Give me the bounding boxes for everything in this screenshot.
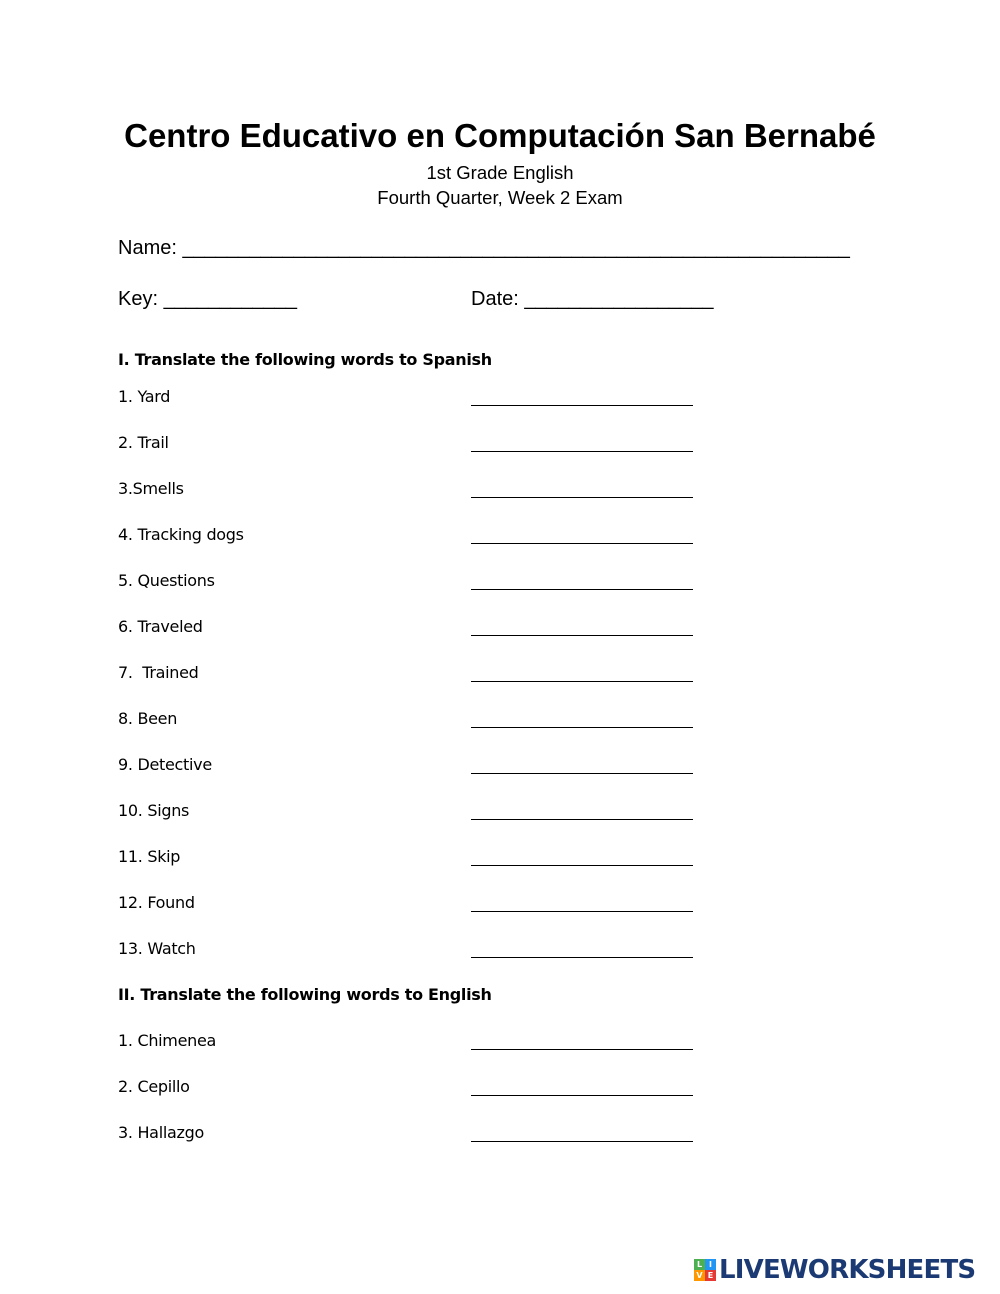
name-field[interactable]: Name: ____________________________________________________________ <box>118 237 850 259</box>
page-subtitle-exam: Fourth Quarter, Week 2 Exam <box>377 187 623 208</box>
answer-field[interactable] <box>471 1141 693 1142</box>
answer-field[interactable] <box>471 1049 693 1050</box>
answer-field[interactable] <box>471 819 693 820</box>
list-item: 4. Tracking dogs <box>118 525 244 544</box>
list-item: 2. Cepillo <box>118 1077 190 1096</box>
answer-field[interactable] <box>471 865 693 866</box>
list-item: 9. Detective <box>118 755 212 774</box>
list-item: 1. Yard <box>118 387 171 406</box>
list-item: 3.Smells <box>118 479 184 498</box>
page-title: Centro Educativo en Computación San Bernabé <box>124 117 876 154</box>
date-field[interactable]: Date: _________________ <box>471 288 714 310</box>
logo-icon-tile: E <box>705 1270 716 1281</box>
answer-field[interactable] <box>471 773 693 774</box>
list-item: 6. Traveled <box>118 617 203 636</box>
list-item: 1. Chimenea <box>118 1031 217 1050</box>
list-item: 10. Signs <box>118 801 190 820</box>
liveworksheets-logo-icon <box>694 1259 716 1281</box>
logo-icon-tile: V <box>694 1270 705 1281</box>
list-item: 3. Hallazgo <box>118 1123 204 1142</box>
logo-icon-tile: I <box>705 1259 716 1270</box>
list-item: 13. Watch <box>118 939 196 958</box>
answer-field[interactable] <box>471 957 693 958</box>
list-item: 7. Trained <box>118 663 199 682</box>
page-subtitle-grade: 1st Grade English <box>426 162 574 183</box>
answer-field[interactable] <box>471 589 693 590</box>
list-item: 2. Trail <box>118 433 169 452</box>
section-1-heading: I. Translate the following words to Spanish <box>118 350 492 369</box>
answer-field[interactable] <box>471 405 693 406</box>
answer-field[interactable] <box>471 727 693 728</box>
answer-field[interactable] <box>471 497 693 498</box>
list-item: 8. Been <box>118 709 178 728</box>
logo-text: LIVEWORKSHEETS <box>719 1255 976 1285</box>
logo-icon-tile: L <box>694 1259 705 1270</box>
list-item: 5. Questions <box>118 571 215 590</box>
answer-field[interactable] <box>471 911 693 912</box>
answer-field[interactable] <box>471 543 693 544</box>
answer-field[interactable] <box>471 1095 693 1096</box>
list-item: 12. Found <box>118 893 195 912</box>
section-2-heading: II. Translate the following words to English <box>118 985 492 1004</box>
answer-field[interactable] <box>471 451 693 452</box>
key-field[interactable]: Key: ____________ <box>118 288 298 310</box>
answer-field[interactable] <box>471 681 693 682</box>
list-item: 11. Skip <box>118 847 181 866</box>
answer-field[interactable] <box>471 635 693 636</box>
liveworksheets-logo <box>694 1256 975 1284</box>
